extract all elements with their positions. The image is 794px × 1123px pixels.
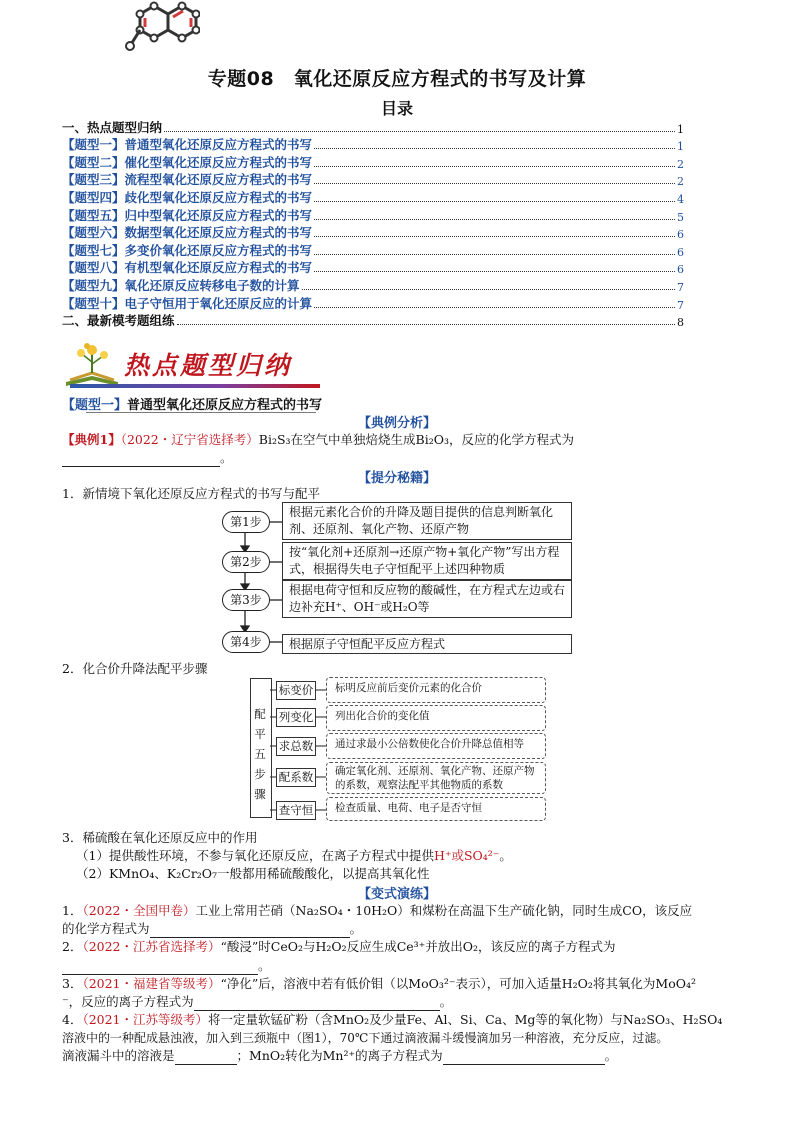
balance-steps-diagram bbox=[248, 676, 548, 820]
balance-text-2: 列出化合价的变化值 bbox=[326, 705, 546, 731]
step-2-oval: 第2步 bbox=[222, 551, 270, 573]
toc-entry[interactable]: 【题型三】流程型氧化还原反应方程式的书写 2 bbox=[62, 172, 684, 189]
toc-entry[interactable]: 【题型五】归中型氧化还原反应方程式的书写 5 bbox=[62, 207, 684, 224]
step-3-oval: 第3步 bbox=[222, 589, 270, 611]
section-banner bbox=[62, 340, 318, 392]
banner-underline bbox=[70, 384, 320, 388]
tips-point-2: （2）KMnO₄、K₂Cr₂O₇一般都用稀硫酸酸化，以提高其氧化性 bbox=[76, 866, 430, 881]
section-tips: 【提分秘籍】 bbox=[357, 471, 436, 486]
answer-blank[interactable] bbox=[175, 1050, 237, 1065]
balance-side-label: 配平五步骤 bbox=[254, 707, 266, 801]
toc-entry[interactable]: 【题型四】歧化型氧化还原反应方程式的书写 4 bbox=[62, 189, 684, 206]
toc-entry[interactable]: 【题型十】电子守恒用于氧化还原反应的计算 7 bbox=[62, 295, 684, 312]
toc-entry[interactable]: 【题型八】有机型氧化还原反应方程式的书写 6 bbox=[62, 260, 684, 277]
balance-text-5: 检查质量、电荷、电子是否守恒 bbox=[326, 797, 546, 821]
balance-label-3: 求总数 bbox=[276, 737, 316, 756]
answer-blank[interactable] bbox=[194, 996, 440, 1011]
balance-label-5: 查守恒 bbox=[276, 801, 316, 820]
answer-blank[interactable] bbox=[62, 960, 258, 975]
exercise-1-line-2: 的化学方程式为 。 bbox=[62, 921, 363, 936]
banner-title: 热点题型归纳 bbox=[124, 351, 293, 380]
exercise-3: 3．（2021・福建省等级考）“净化”后，溶液中若有低价钼（以MoO₃²⁻表示），可加入适量H₂O₂将其氧化为MoO₄² bbox=[62, 976, 697, 991]
toc-entry[interactable]: 【题型二】催化型氧化还原反应方程式的书写 2 bbox=[62, 154, 684, 171]
exercise-2-line-2: 。 bbox=[62, 957, 271, 975]
balance-label-2: 列变化 bbox=[276, 708, 316, 727]
tips-heading-1: 1．新情境下氧化还原反应方程式的书写与配平 bbox=[62, 486, 320, 501]
exercise-3-line-2: ⁻，反应的离子方程式为 。 bbox=[62, 994, 453, 1009]
section-typical: 【典例分析】 bbox=[357, 416, 436, 431]
toc-heading: 目录 bbox=[380, 99, 413, 118]
exercise-4-line-2: 溶液中的一种配成悬浊液，加入到三颈瓶中（图1），70℃下通过滴液漏斗缓慢滴加另一种溶液，充分反应，过滤。 bbox=[62, 1031, 669, 1045]
balance-label-4: 配系数 bbox=[276, 768, 316, 787]
exercise-2: 2．（2022・江苏省选择考）“酸浸”时CeO₂与H₂O₂反应生成Ce³⁺并放出O₂，该反应的离子方程式为 bbox=[62, 939, 616, 954]
answer-blank[interactable] bbox=[62, 452, 220, 467]
section-variant: 【变式演练】 bbox=[357, 887, 436, 902]
toc-entry[interactable]: 【题型六】数据型氧化还原反应方程式的书写 6 bbox=[62, 225, 684, 242]
toc-entry[interactable]: 【题型七】多变价氧化还原反应方程式的书写 6 bbox=[62, 242, 684, 259]
page-title: 专题08 氧化还原反应方程式的书写及计算 bbox=[207, 68, 587, 90]
toc-entry[interactable]: 一、热点题型归纳 1 bbox=[62, 119, 684, 136]
exercise-4: 4．（2021・江苏等级考）将一定量软锰矿粉（含MnO₂及少量Fe、Al、Si、Ca、Mg等的氧化物）与Na₂SO₃、H₂SO₄ bbox=[62, 1012, 723, 1027]
topic-heading: 【题型一】普通型氧化还原反应方程式的书写 bbox=[62, 398, 323, 413]
step-2-box: 按“氧化剂+还原剂→还原产物+氧化产物”写出方程式，根据得失电子守恒配平上述四种物质 bbox=[282, 542, 572, 580]
exercise-1: 1．（2022・全国甲卷）工业上常用芒硝（Na₂SO₄・10H₂O）和煤粉在高温下生产硫化钠，同时生成CO，该反应 bbox=[62, 903, 693, 918]
balance-label-1: 标变价 bbox=[276, 681, 316, 700]
toc-entry[interactable]: 【题型一】普通型氧化还原反应方程式的书写 1 bbox=[62, 137, 684, 154]
step-4-oval: 第4步 bbox=[222, 631, 270, 653]
exercise-4-line-3: 滴液漏斗中的溶液是 ；MnO₂转化为Mn²⁺的离子方程式为 。 bbox=[62, 1048, 618, 1063]
tips-point-1: （1）提供酸性环境，不参与氧化还原反应，在离子方程式中提供H⁺或SO₄²⁻。 bbox=[76, 848, 512, 863]
balance-text-3: 通过求最小公倍数使化合价升降总值相等 bbox=[326, 733, 546, 759]
toc-entry[interactable]: 二、最新模考题组练 8 bbox=[62, 313, 684, 330]
step-4-box: 根据原子守恒配平反应方程式 bbox=[282, 634, 572, 654]
answer-blank[interactable] bbox=[150, 923, 350, 938]
tips-heading-2: 2．化合价升降法配平步骤 bbox=[62, 661, 208, 676]
toc-entry[interactable]: 【题型九】氧化还原反应转移电子数的计算 7 bbox=[62, 277, 684, 294]
answer-blank[interactable] bbox=[443, 1050, 605, 1065]
book-flower-icon bbox=[62, 342, 122, 388]
example-1-answer: 。 bbox=[62, 449, 233, 467]
step-1-box: 根据元素化合价的升降及题目提供的信息判断氧化剂、还原剂、氧化产物、还原产物 bbox=[282, 502, 572, 540]
balance-text-1: 标明反应前后变价元素的化合价 bbox=[326, 677, 546, 703]
tips-heading-3: 3．稀硫酸在氧化还原反应中的作用 bbox=[62, 830, 258, 845]
example-1: 【典例1】（2022・辽宁省选择考）Bi₂S₃在空气中单独焙烧生成Bi₂O₃，反应的化学方程式为 bbox=[62, 432, 574, 447]
step-3-box: 根据电荷守恒和反应物的酸碱性，在方程式左边或右边补充H⁺、OH⁻或H₂O等 bbox=[282, 580, 572, 618]
step-1-oval: 第1步 bbox=[222, 511, 270, 533]
naphthalene-logo-icon bbox=[118, 0, 200, 58]
table-of-contents bbox=[62, 118, 684, 329]
step-flowchart bbox=[220, 500, 580, 660]
balance-text-4: 确定氧化剂、还原剂、氧化产物、还原产物的系数，观察法配平其他物质的系数 bbox=[326, 762, 546, 794]
